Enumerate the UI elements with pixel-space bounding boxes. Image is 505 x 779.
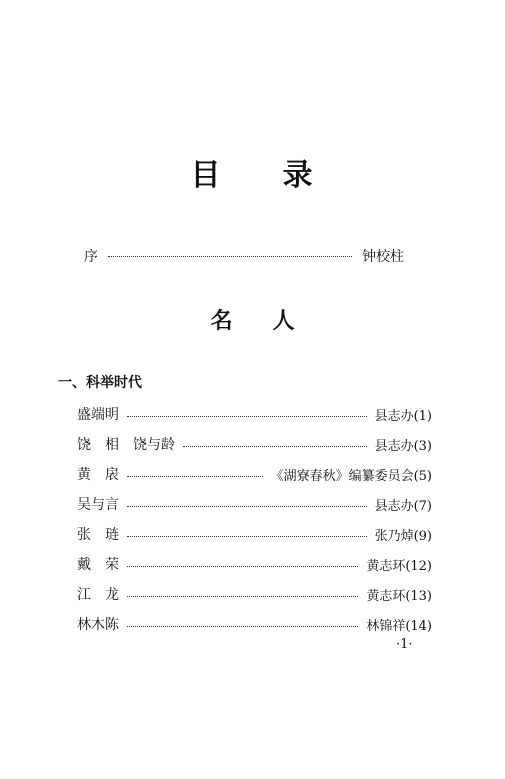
title-char-2: 录	[282, 158, 315, 193]
toc-entry	[77, 519, 432, 549]
entry-name: 盛端明	[77, 407, 119, 423]
entry-name: 江 龙	[77, 587, 119, 603]
toc-entries	[77, 399, 432, 639]
section-title	[0, 304, 505, 335]
toc-entry	[77, 549, 432, 579]
toc-entry	[77, 489, 432, 519]
section-char-1: 名	[210, 308, 233, 334]
entry-source: 黄志环(12)	[366, 558, 432, 574]
entry-name: 戴 荣	[77, 557, 119, 573]
toc-entry	[77, 429, 432, 459]
entry-name: 张 琏	[77, 527, 119, 543]
preface-author: 钟校柱	[362, 249, 404, 265]
leader-dots	[127, 476, 263, 477]
page-title	[0, 150, 505, 194]
entry-source: 《湖寮春秋》编纂委员会(5)	[270, 468, 432, 484]
leader-dots	[127, 506, 367, 507]
leader-dots	[127, 626, 358, 627]
entry-name: 黄 扆	[77, 467, 119, 483]
entry-name: 吴与言	[77, 497, 119, 513]
entry-source: 县志办(3)	[374, 438, 432, 454]
entry-source: 林锦祥(14)	[366, 618, 432, 634]
toc-entry	[77, 609, 432, 639]
entry-source: 黄志环(13)	[366, 588, 432, 604]
toc-entry	[77, 579, 432, 609]
leader-dots	[108, 256, 352, 257]
leader-dots	[127, 536, 367, 537]
section-char-2: 人	[272, 308, 295, 334]
toc-entry	[77, 459, 432, 489]
title-char-1: 目	[190, 158, 223, 193]
leader-dots	[183, 446, 367, 447]
entry-name: 饶 相 饶与龄	[77, 437, 175, 453]
entry-source: 县志办(1)	[374, 408, 432, 424]
leader-dots	[127, 596, 358, 597]
entry-source: 县志办(7)	[374, 498, 432, 514]
leader-dots	[127, 566, 358, 567]
preface-entry	[84, 246, 404, 266]
subheading: 一、科举时代	[58, 375, 142, 391]
leader-dots	[127, 416, 367, 417]
preface-label: 序	[84, 249, 98, 265]
entry-name: 林木陈	[77, 617, 119, 633]
entry-source: 张乃焯(9)	[374, 528, 432, 544]
toc-entry	[77, 399, 432, 429]
page-number: ·1·	[396, 637, 413, 652]
